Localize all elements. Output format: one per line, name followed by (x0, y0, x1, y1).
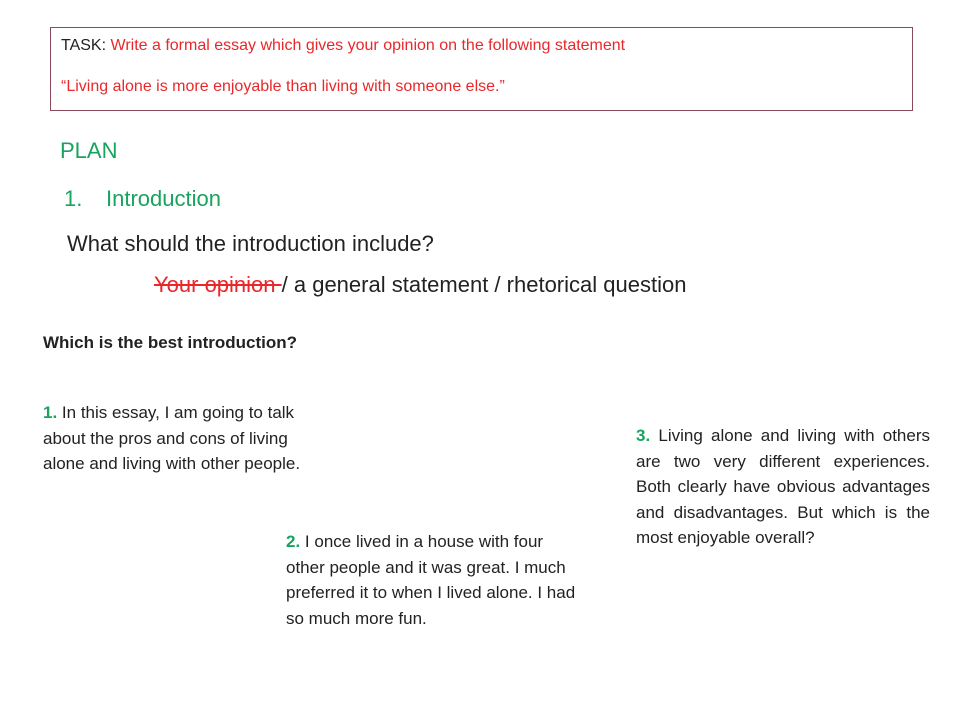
introduction-answer (154, 270, 686, 300)
best-introduction-heading: Which is the best introduction? (43, 333, 298, 352)
option-number: 2. (286, 532, 301, 551)
option-text: In this essay, I am going to talk about the pros and cons of living alone and living with other people. (43, 403, 301, 473)
introduction-question: What should the introduction include? (67, 231, 434, 256)
struck-answer: Your opinion (154, 272, 282, 297)
option-2 (286, 529, 576, 631)
option-text: I once lived in a house with four other people and it was great. I much preferred it to when I lived alone. I had so much more fun. (286, 532, 576, 628)
task-instruction: Write a formal essay which gives your opinion on the following statement (110, 37, 626, 54)
task-label: TASK: (61, 37, 107, 54)
option-1 (43, 400, 333, 477)
task-line (61, 35, 902, 57)
option-text: Living alone and living with others are two very different experiences. Both clearly have obvious advantages and disadvantages. But which is the most enjoyable overall? (636, 426, 930, 547)
introduction-heading (64, 184, 221, 214)
option-number: 3. (636, 426, 651, 445)
answer-rest: / a general statement / rhetorical question (281, 272, 687, 297)
plan-title: PLAN (60, 138, 118, 163)
task-box (50, 27, 913, 111)
option-number: 1. (43, 403, 58, 422)
section-number: 1. (64, 186, 83, 211)
task-statement: “Living alone is more enjoyable than living with someone else.” (61, 78, 505, 95)
option-3 (636, 423, 930, 551)
section-title: Introduction (106, 186, 221, 211)
